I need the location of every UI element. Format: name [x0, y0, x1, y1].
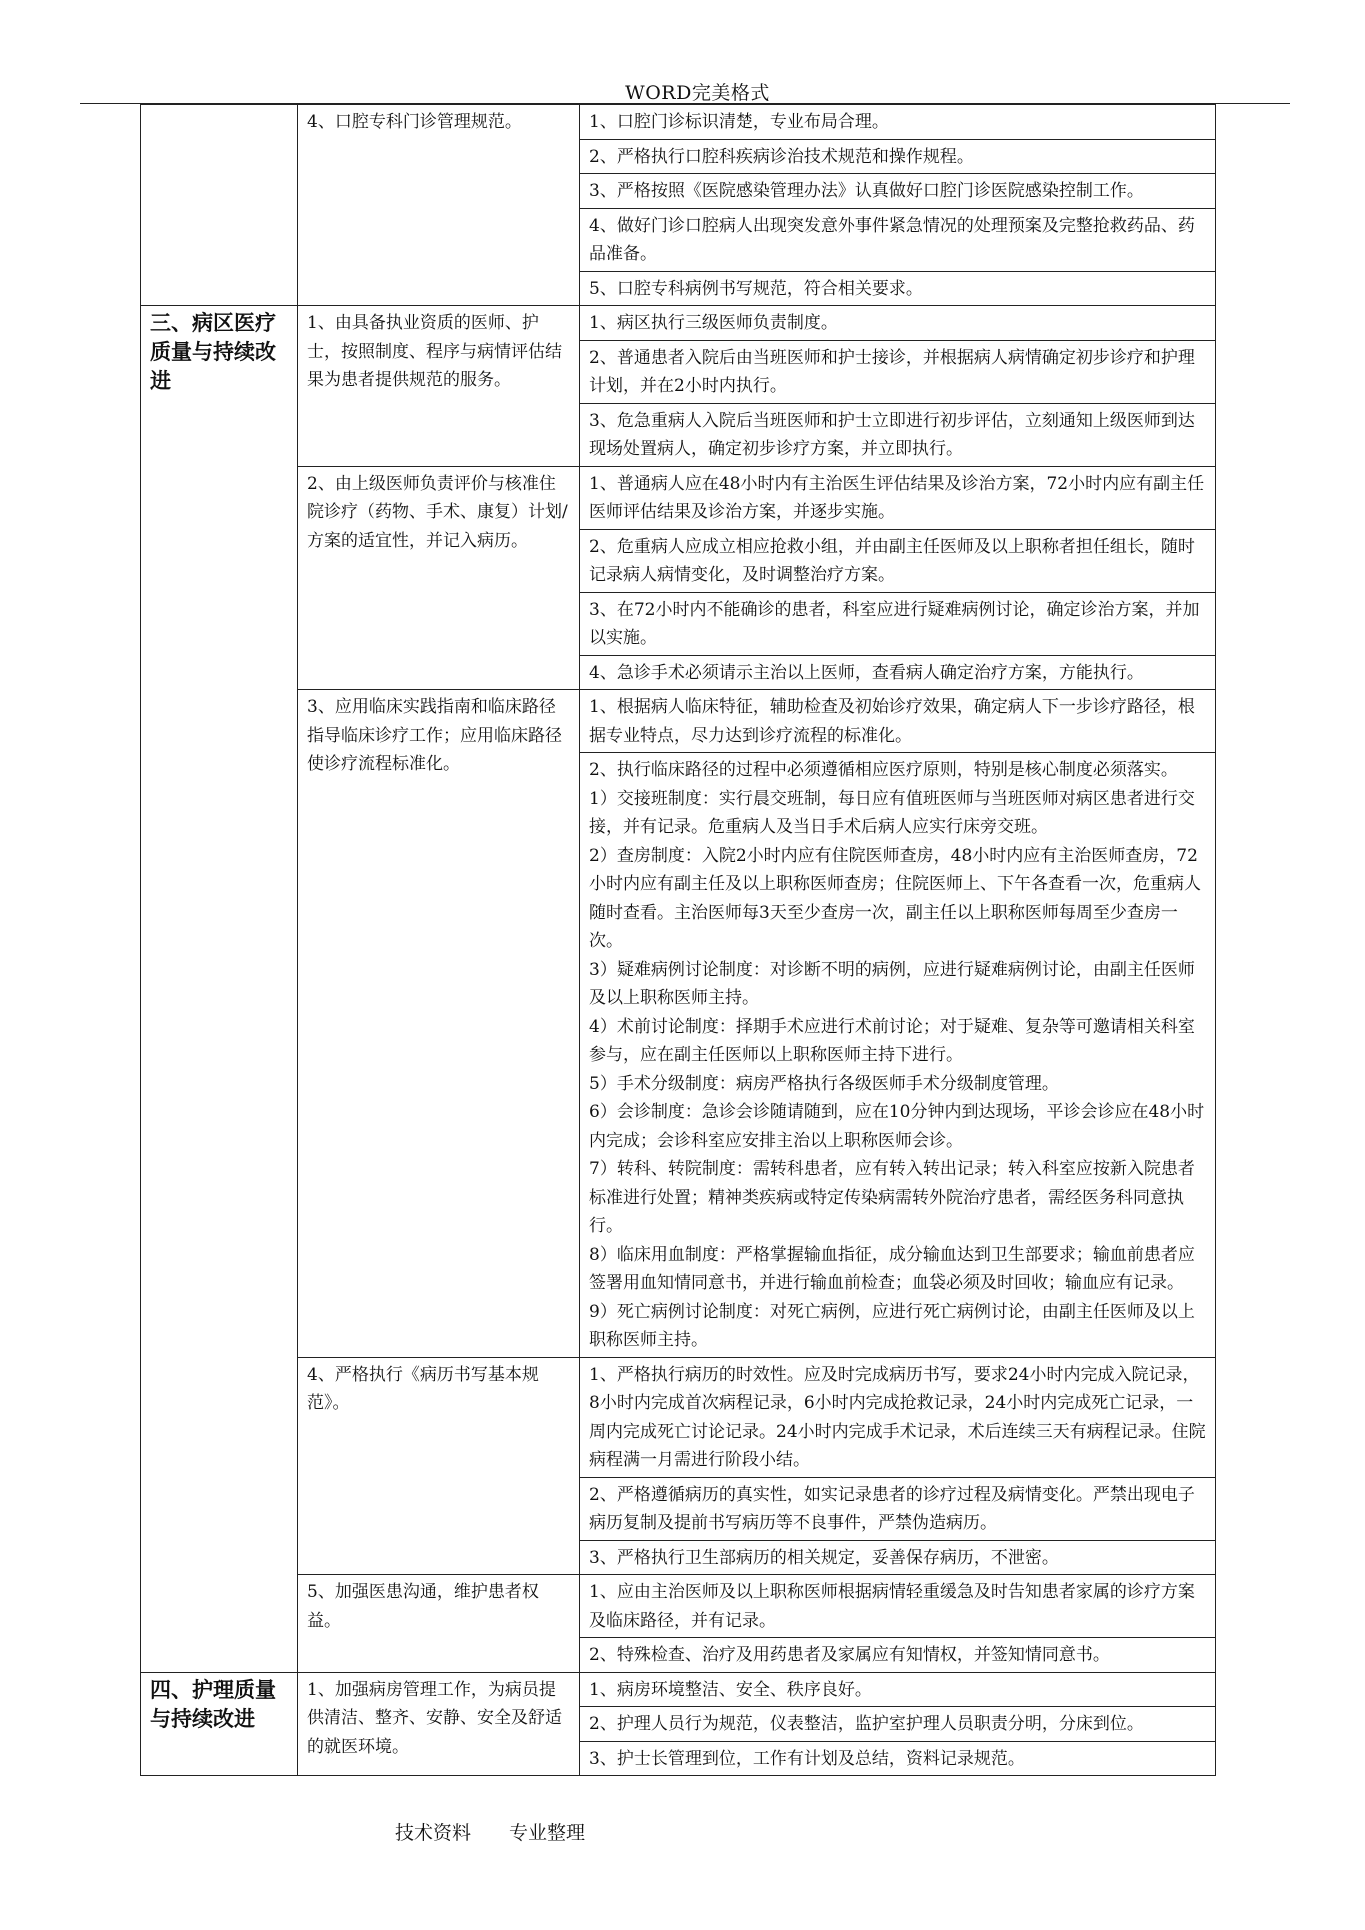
table-body	[141, 105, 1216, 1776]
table-row	[141, 1575, 1216, 1638]
table-row	[141, 1357, 1216, 1477]
detail-cell: 2、护理人员行为规范，仪表整洁，监护室护理人员职责分明，分床到位。	[580, 1707, 1216, 1742]
requirement-cell: 5、加强医患沟通，维护患者权益。	[298, 1575, 580, 1673]
detail-cell: 2、特殊检查、治疗及用药患者及家属应有知情权，并签知情同意书。	[580, 1638, 1216, 1673]
requirement-cell: 3、应用临床实践指南和临床路径指导临床诊疗工作；应用临床路径使诊疗流程标准化。	[298, 690, 580, 1358]
detail-cell: 1、应由主治医师及以上职称医师根据病情轻重缓急及时告知患者家属的诊疗方案及临床路径，并有记录。	[580, 1575, 1216, 1638]
detail-cell: 1、严格执行病历的时效性。应及时完成病历书写，要求24小时内完成入院记录，8小时内完成首次病程记录，6小时内完成抢救记录，24小时内完成死亡记录，一周内完成死亡讨论记录。24小时内完成手术记录，术后连续三天有病程记录。住院病程满一月需进行阶段小结。	[580, 1357, 1216, 1477]
detail-cell: 1、口腔门诊标识清楚，专业布局合理。	[580, 105, 1216, 140]
detail-cell: 4、急诊手术必须请示主治以上医师，查看病人确定治疗方案，方能执行。	[580, 655, 1216, 690]
requirement-cell: 4、口腔专科门诊管理规范。	[298, 105, 580, 306]
detail-cell: 1、病区执行三级医师负责制度。	[580, 306, 1216, 341]
detail-cell: 3、在72小时内不能确诊的患者，科室应进行疑难病例讨论，确定诊治方案，并加以实施。	[580, 592, 1216, 655]
detail-cell: 2、危重病人应成立相应抢救小组，并由副主任医师及以上职称者担任组长，随时记录病人病情变化，及时调整治疗方案。	[580, 529, 1216, 592]
table-row	[141, 690, 1216, 753]
detail-cell: 1、根据病人临床特征，辅助检查及初始诊疗效果，确定病人下一步诊疗路径，根据专业特点，尽力达到诊疗流程的标准化。	[580, 690, 1216, 753]
page-header: WORD完美格式	[625, 82, 770, 104]
quality-standards-table	[140, 104, 1216, 1776]
table-row	[141, 466, 1216, 529]
table-row	[141, 105, 1216, 140]
detail-cell: 2、严格遵循病历的真实性，如实记录患者的诊疗过程及病情变化。严禁出现电子病历复制及提前书写病历等不良事件，严禁伪造病历。	[580, 1477, 1216, 1540]
requirement-cell: 1、由具备执业资质的医师、护士，按照制度、程序与病情评估结果为患者提供规范的服务。	[298, 306, 580, 467]
detail-cell: 2、严格执行口腔科疾病诊治技术规范和操作规程。	[580, 139, 1216, 174]
detail-cell: 1、普通病人应在48小时内有主治医生评估结果及诊治方案，72小时内应有副主任医师评估结果及诊治方案，并逐步实施。	[580, 466, 1216, 529]
requirement-cell: 1、加强病房管理工作，为病员提供清洁、整齐、安静、安全及舒适的就医环境。	[298, 1672, 580, 1776]
section-title-cell: 三、病区医疗质量与持续改进	[141, 306, 298, 1673]
detail-cell: 3、护士长管理到位，工作有计划及总结，资料记录规范。	[580, 1741, 1216, 1776]
detail-cell: 2、执行临床路径的过程中必须遵循相应医疗原则，特别是核心制度必须落实。 1）交接班制度：实行晨交班制，每日应有值班医师与当班医师对病区患者进行交接，并有记录。危重病人及当日手术后病人应实行床旁交班。 2）查房制度：入院2小时内应有住院医师查房，48小时内应有主治医师查房，72小时内应有副主任及以上职称医师查房；住院医师上、下午各查看一次，危重病人随时查看。主治医师每3天至少查房一次，副主任以上职称医师每周至少查房一次。 3）疑难病例讨论制度：对诊断不明的病例，应进行疑难病例讨论，由副主任医师及以上职称医师主持。 4）术前讨论制度：择期手术应进行术前讨论；对于疑难、复杂等可邀请相关科室参与，应在副主任医师以上职称医师主持下进行。 5）手术分级制度：病房严格执行各级医师手术分级制度管理。 6）会诊制度：急诊会诊随请随到，应在10分钟内到达现场，平诊会诊应在48小时内完成；会诊科室应安排主治以上职称医师会诊。 7）转科、转院制度：需转科患者，应有转入转出记录；转入科室应按新入院患者标准进行处置；精神类疾病或特定传染病需转外院治疗患者，需经医务科同意执行。 8）临床用血制度：严格掌握输血指征，成分输血达到卫生部要求；输血前患者应签署用血知情同意书，并进行输血前检查；血袋必须及时回收；输血应有记录。 9）死亡病例讨论制度：对死亡病例，应进行死亡病例讨论，由副主任医师及以上职称医师主持。	[580, 753, 1216, 1358]
detail-cell: 3、危急重病人入院后当班医师和护士立即进行初步评估，立刻通知上级医师到达现场处置病人，确定初步诊疗方案，并立即执行。	[580, 403, 1216, 466]
requirement-cell: 2、由上级医师负责评价与核准住院诊疗（药物、手术、康复）计划/方案的适宜性，并记入病历。	[298, 466, 580, 690]
detail-cell: 3、严格执行卫生部病历的相关规定，妥善保存病历，不泄密。	[580, 1540, 1216, 1575]
section-title-cell: 四、护理质量与持续改进	[141, 1672, 298, 1776]
detail-cell: 4、做好门诊口腔病人出现突发意外事件紧急情况的处理预案及完整抢救药品、药品准备。	[580, 208, 1216, 271]
detail-cell: 2、普通患者入院后由当班医师和护士接诊，并根据病人病情确定初步诊疗和护理计划，并在2小时内执行。	[580, 340, 1216, 403]
detail-cell: 5、口腔专科病例书写规范，符合相关要求。	[580, 271, 1216, 306]
detail-cell: 1、病房环境整洁、安全、秩序良好。	[580, 1672, 1216, 1707]
requirement-cell: 4、严格执行《病历书写基本规范》。	[298, 1357, 580, 1575]
table-row	[141, 1672, 1216, 1707]
detail-cell: 3、严格按照《医院感染管理办法》认真做好口腔门诊医院感染控制工作。	[580, 174, 1216, 209]
table-row	[141, 306, 1216, 341]
page-footer: 技术资料 专业整理	[395, 1822, 586, 1844]
section-title-cell	[141, 105, 298, 306]
